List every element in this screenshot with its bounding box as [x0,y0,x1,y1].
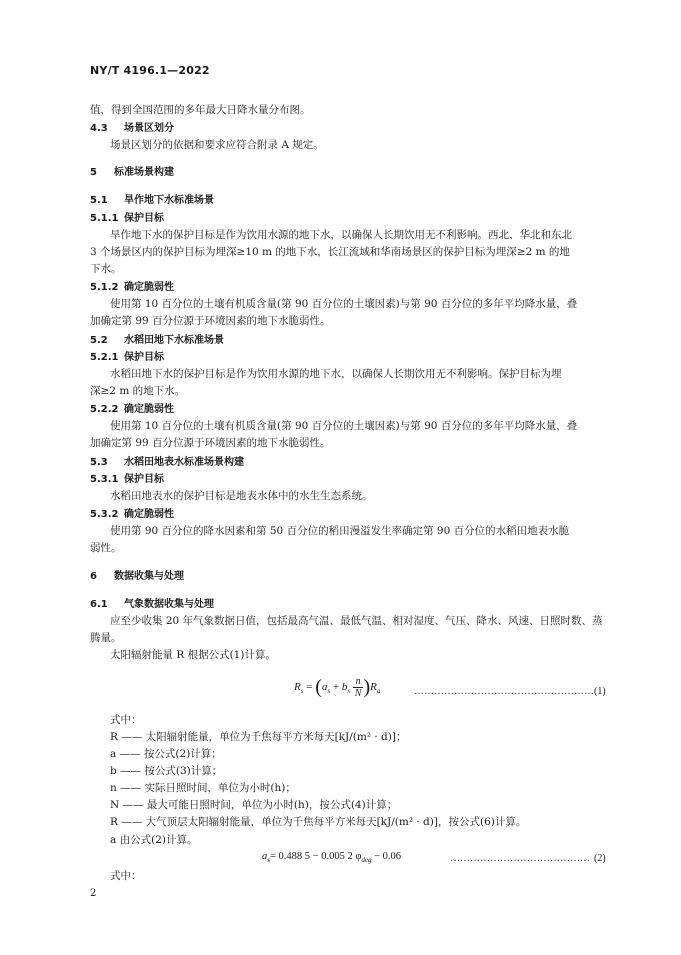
section-title: 保护目标 [124,213,164,224]
paragraph-line: 场景区划分的依据和要求应符合附录 A 规定。 [110,139,324,151]
eq-symbol: R [370,681,377,694]
eq-fraction [353,676,364,699]
section-heading-5-2-1 [90,350,614,365]
eq-operator: + [332,681,340,694]
section-title: 确定脆弱性 [124,404,174,415]
section-title: 标准场景构建 [114,167,174,178]
paragraph-line: 式中： [110,870,142,882]
eq-subscript: s [327,687,331,696]
section-number: 5.1.1 [90,213,119,224]
section-title: 数据收集与处理 [114,571,184,582]
eq-symbol: b [341,681,348,694]
eq-subscript: s [347,687,351,696]
section-title: 水稻田地表水标准场景构建 [124,457,244,468]
eq-subscript: s [300,687,304,696]
leader-dots: …………………………………… [450,853,590,864]
section-title: 确定脆弱性 [124,509,174,520]
paragraph-line: 水稻田地下水的保护目标是作为饮用水源的地下水，以确保人长期饮用无不利影响。保护目标为埋 [110,368,562,380]
section-number: 5.3.2 [90,509,119,520]
section-heading-5-3-2 [90,507,614,522]
definition-line: R —— 大气顶层太阳辐射能量，单位为千焦每平方米每天[kJ/(m² · d)]，按公式(6)计算。 [110,816,527,828]
paragraph-line: 值，得到全国范围的多年最大日降水量分布图。 [90,104,311,116]
section-heading-5-1-2 [90,280,614,295]
standard-header: NY/T 4196.1—2022 [90,64,210,77]
eq-subscript: a [376,687,381,696]
section-heading-5-3-1 [90,472,614,487]
paragraph-line: 旱作地下水的保护目标是作为饮用水源的地下水，以确保人长期饮用无不利影响。西北、华北和东北 [110,229,572,241]
section-title: 场景区划分 [124,123,174,134]
eq-expression: − 0.06 [371,851,402,862]
definition-line: R —— 太阳辐射能量，单位为千焦每平方米每天[kJ/(m² · d)]； [110,731,407,743]
fraction-denominator: N [354,688,362,699]
paragraph-line: 加确定第 99 百分位源于环境因素的地下水脆弱性。 [90,437,331,449]
equation-number: (1) [594,686,606,697]
paragraph-line: 使用第 10 百分位的土壤有机质含量(第 90 百分位的土壤因素)与第 90 百分位的多年平均降水量，叠 [110,420,578,432]
paragraph-line: 弱性。 [90,542,122,554]
paragraph-line: 水稻田地表水的保护目标是地表水体中的水生生态系统。 [110,490,373,502]
definition-line: n —— 实际日照时间，单位为小时(h)； [110,782,296,794]
eq-symbol: a [262,851,268,862]
equation-number: (2) [594,853,606,864]
fraction-numerator: n [353,676,364,688]
page-number: 2 [90,888,97,899]
section-heading-5-2-2 [90,402,614,417]
definition-line: b —— 按公式(3)计算； [110,765,223,777]
paragraph-line: 下水。 [90,263,122,275]
paragraph-line: 使用第 90 百分位的降水因素和第 50 百分位的稻田漫溢发生率确定第 90 百分位的水稻田地表水脆 [110,525,570,537]
left-paren-icon: ( [315,676,322,698]
section-number: 5 [90,167,97,178]
section-title: 确定脆弱性 [124,282,174,293]
section-heading-6 [90,569,614,584]
section-number: 6 [90,571,97,582]
definition-line: N —— 最大可能日照时间，单位为小时(h)，按公式(4)计算； [110,799,398,811]
right-paren-icon: ) [363,676,371,698]
eq-subscript: deg [361,856,372,865]
section-heading-5-3 [90,455,614,470]
paragraph-line: 深≥2 m 的地下水。 [90,385,186,397]
section-heading-5-2 [90,333,614,348]
section-number: 5.2.2 [90,404,119,415]
leader-dots: ……………………………………………… [414,686,594,697]
eq-expression: = 0.488 5 − 0.005 2 φ [269,851,362,862]
section-heading-5 [90,165,614,180]
section-heading-4-3 [90,121,614,136]
paragraph-line: 加确定第 99 百分位源于环境因素的地下水脆弱性。 [90,315,331,327]
eq-operator: = [306,681,313,694]
equation-1 [294,676,380,699]
section-title: 保护目标 [124,352,164,363]
section-title: 气象数据收集与处理 [124,599,214,610]
definition-line: a —— 按公式(2)计算； [110,748,222,760]
section-number: 5.1 [90,195,108,206]
eq-subscript: s [267,856,270,865]
section-heading-5-1 [90,193,614,208]
eq-symbol: a [321,681,328,694]
paragraph-line: a 由公式(2)计算。 [110,834,198,846]
section-number: 4.3 [90,123,108,134]
section-title: 水稻田地下水标准场景 [124,335,224,346]
section-heading-5-1-1 [90,211,614,226]
section-number: 5.1.2 [90,282,119,293]
section-number: 5.2.1 [90,352,119,363]
eq-symbol: R [294,681,301,694]
paragraph-line: 腾量。 [90,632,122,644]
paragraph-line: 使用第 10 百分位的土壤有机质含量(第 90 百分位的土壤因素)与第 90 百分位的多年平均降水量，叠 [110,298,578,310]
section-number: 5.2 [90,335,108,346]
section-title: 保护目标 [124,474,164,485]
paragraph-line: 式中： [110,714,142,726]
section-number: 5.3 [90,457,108,468]
paragraph-line: 应至少收集 20 年气象数据日值，包括最高气温、最低气温、相对湿度、气压、降水、风速、日照时数、蒸 [110,615,603,627]
equation-2 [262,851,401,864]
paragraph-line: 3 个场景区内的保护目标为埋深≥10 m 的地下水，长江流域和华南场景区的保护目标为埋深≥2 m 的地 [90,246,570,258]
section-title: 旱作地下水标准场景 [124,195,214,206]
section-number: 6.1 [90,599,108,610]
section-number: 5.3.1 [90,474,119,485]
paragraph-line: 太阳辐射能量 R 根据公式(1)计算。 [110,649,276,661]
section-heading-6-1 [90,597,614,612]
